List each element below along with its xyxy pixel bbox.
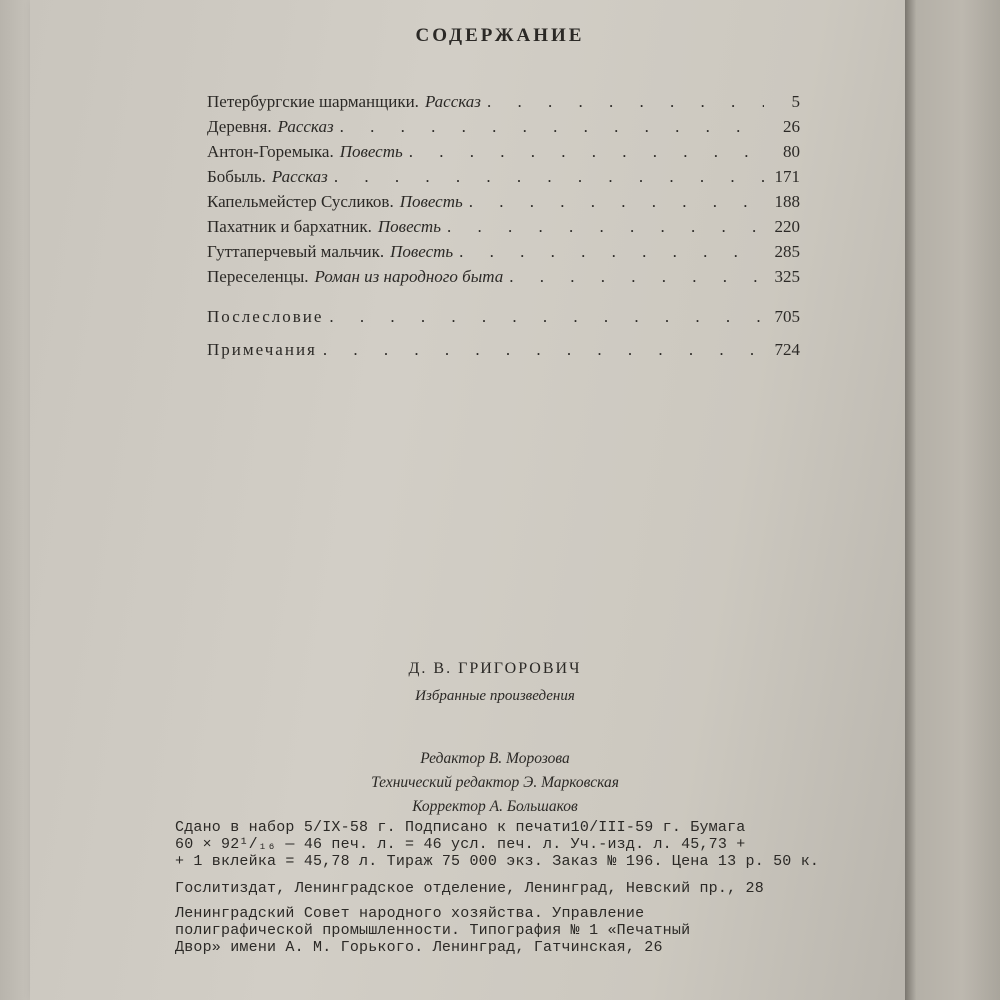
toc-entry-page: 285 — [774, 242, 800, 261]
dot-leader — [487, 92, 764, 112]
dot-leader — [340, 117, 764, 137]
toc-entry-page: 80 — [783, 142, 800, 161]
toc-entry-title: Капельмейстер Сусликов. — [207, 192, 394, 211]
printer-line: Ленинградский Совет народного хозяйства. Управление — [175, 905, 645, 922]
toc-entry — [207, 267, 800, 292]
dot-leader — [469, 192, 764, 212]
toc-entry-page: 325 — [774, 267, 800, 286]
toc-entry — [207, 117, 800, 142]
imprint-line: Сдано в набор 5/IX-58 г. Подписано к печати10/III-59 г. Бумага — [175, 819, 746, 836]
toc-entry-title: Деревня. — [207, 117, 272, 136]
printer-line: Двор» имени А. М. Горького. Ленинград, Гатчинская, 26 — [175, 939, 663, 956]
toc-entry-title: Бобыль. — [207, 167, 266, 186]
toc-entry-title: Примечания — [207, 340, 317, 359]
toc-entry-genre: Повесть — [390, 242, 454, 261]
editor-credit: Редактор В. Морозова — [420, 750, 570, 767]
book-title: Избранные произведения — [415, 688, 575, 704]
toc-entry — [207, 167, 800, 192]
dot-leader — [334, 167, 764, 187]
previous-page-edge — [0, 0, 30, 1000]
toc-entry-genre: Повесть — [399, 192, 463, 211]
toc-entry-page: 188 — [774, 192, 800, 211]
toc-entry-genre: Роман из народного быта — [314, 267, 504, 286]
toc-spacer — [207, 292, 800, 307]
dot-leader — [409, 142, 764, 162]
author-name: Д. В. ГРИГОРОВИЧ — [408, 660, 582, 677]
dot-leader — [323, 340, 764, 360]
toc-entry — [207, 142, 800, 167]
corrector-credit: Корректор А. Большаков — [412, 798, 578, 815]
next-page-edge — [905, 0, 1000, 1000]
toc-entry-title: Гуттаперчевый мальчик. — [207, 242, 385, 261]
toc-entry-page: 26 — [783, 117, 800, 136]
publisher-line: Гослитиздат, Ленинградское отделение, Ленинград, Невский пр., 28 — [175, 880, 764, 897]
toc-entry-genre: Рассказ — [424, 92, 481, 111]
toc-entry-genre: Рассказ — [271, 167, 328, 186]
toc-entry-page: 220 — [774, 217, 800, 236]
tech-editor-credit: Технический редактор Э. Марковская — [371, 774, 619, 791]
toc-entry — [207, 242, 800, 267]
imprint-line: 60 × 92¹/₁₆ — 46 печ. л. = 46 усл. печ. л. Уч.-изд. л. 45,73 + — [175, 836, 746, 853]
printer-line: полиграфической промышленности. Типография № 1 «Печатный — [175, 922, 691, 939]
dot-leader — [329, 307, 764, 327]
toc-entry-genre: Повесть — [377, 217, 441, 236]
dot-leader — [509, 267, 764, 287]
toc-entry-afterword — [207, 307, 800, 340]
toc-heading: СОДЕРЖАНИЕ — [415, 25, 585, 46]
imprint-block — [175, 819, 835, 956]
toc-entry-page: 724 — [774, 340, 800, 359]
credits — [0, 747, 990, 819]
toc-entry — [207, 192, 800, 217]
toc-entry-page: 171 — [774, 167, 800, 186]
imprint-line: + 1 вклейка = 45,78 л. Тираж 75 000 экз. Заказ № 196. Цена 13 р. 50 к. — [175, 853, 820, 870]
toc-entry-title: Послесловие — [207, 307, 324, 326]
toc-entry-genre: Повесть — [339, 142, 403, 161]
toc-entry — [207, 92, 800, 117]
table-of-contents — [207, 92, 800, 373]
dot-leader — [459, 242, 764, 262]
toc-entry-page: 5 — [791, 92, 800, 111]
toc-entry-title: Антон-Горемыка. — [207, 142, 334, 161]
toc-entry-title: Переселенцы. — [207, 267, 309, 286]
toc-entry — [207, 217, 800, 242]
toc-entry-genre: Рассказ — [277, 117, 334, 136]
toc-entry-title: Петербургские шарманщики. — [207, 92, 419, 111]
dot-leader — [447, 217, 764, 237]
toc-entry-title: Пахатник и бархатник. — [207, 217, 372, 236]
toc-entry-notes — [207, 340, 800, 373]
toc-entry-page: 705 — [774, 307, 800, 326]
